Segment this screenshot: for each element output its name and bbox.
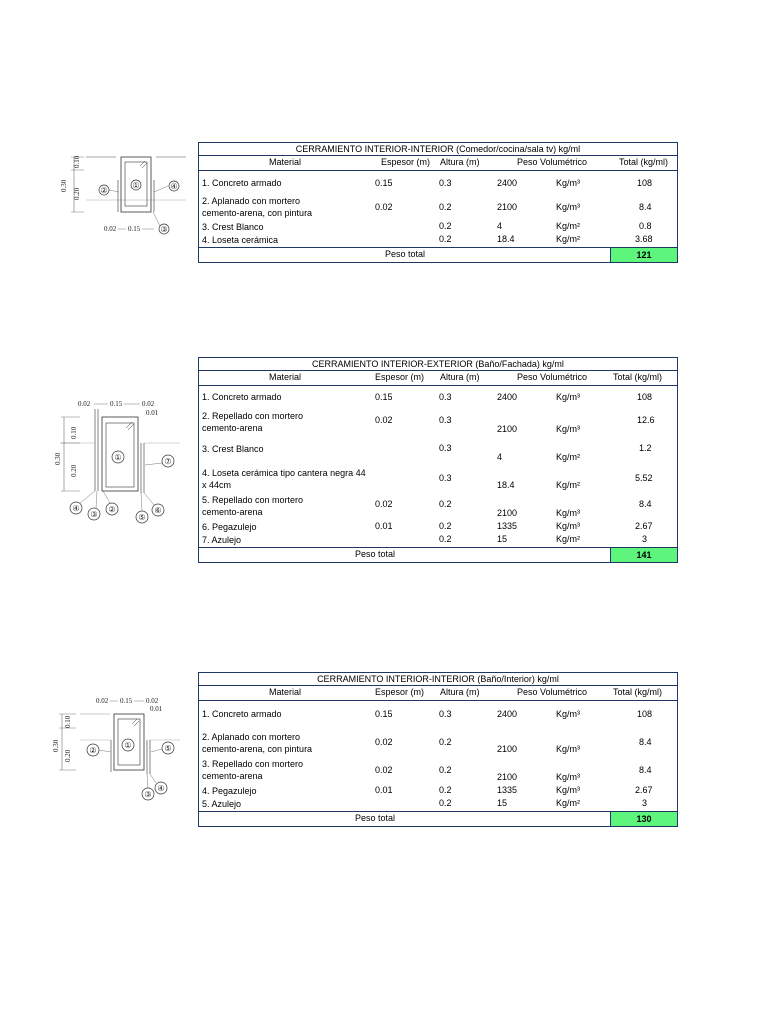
dim-width-adhesive: 0.01	[146, 409, 159, 417]
row-total: 3	[642, 798, 648, 808]
table-interior-exterior-bano-fachada	[198, 357, 678, 563]
row-material: 5. Azulejo	[202, 799, 242, 809]
table-row	[199, 191, 677, 221]
col-peso-vol: Peso Volumétrico	[517, 372, 588, 382]
row-total: 108	[637, 392, 653, 402]
row-total: 1.2	[639, 443, 652, 453]
section-diagram-3	[50, 692, 190, 802]
row-total: 0.8	[639, 221, 652, 231]
row-altura: 0.3	[439, 392, 452, 402]
row-total: 8.4	[639, 499, 652, 509]
table-row	[199, 386, 677, 406]
table-row	[199, 784, 677, 798]
col-total: Total (kg/ml)	[613, 372, 663, 382]
total-value: 130	[610, 812, 677, 826]
dim-width-finish: 0.02	[78, 400, 91, 408]
row-material: 1. Concreto armado	[202, 392, 282, 402]
col-espesor: Espesor (m)	[375, 687, 425, 697]
callout-6: ⑥	[154, 506, 162, 515]
table-interior-interior-comedor	[198, 142, 678, 263]
row-unit: Kg/m³	[556, 709, 581, 719]
row-unit: Kg/m³	[556, 178, 581, 188]
table-row	[199, 464, 677, 492]
row-peso: 18.4	[497, 234, 515, 244]
row-material: 2. Aplanado con mortero cemento-arena, con pintura	[202, 732, 313, 754]
dim-height-top: 0.10	[73, 155, 81, 168]
row-total: 5.52	[635, 473, 653, 483]
col-altura: Altura (m)	[440, 687, 480, 697]
row-peso: 4	[497, 221, 503, 231]
row-unit: Kg/m²	[556, 480, 581, 490]
row-peso: 2400	[497, 392, 518, 402]
total-label: Peso total	[385, 249, 426, 259]
row-material: 6. Pegazulejo	[202, 522, 257, 532]
row-espesor: 0.02	[375, 415, 393, 425]
callout-3: ③	[144, 790, 152, 799]
table-row	[199, 234, 677, 247]
col-altura: Altura (m)	[440, 372, 480, 382]
row-total: 2.67	[635, 521, 653, 531]
callout-3: ③	[90, 510, 98, 519]
table-row	[199, 534, 677, 547]
col-material: Material	[269, 372, 302, 382]
table-row	[199, 727, 677, 758]
row-unit: Kg/m²	[556, 534, 581, 544]
row-unit: Kg/m²	[556, 234, 581, 244]
table-row	[199, 520, 677, 534]
row-altura: 0.2	[439, 534, 452, 544]
row-unit: Kg/m³	[556, 202, 581, 212]
row-peso: 2100	[497, 744, 518, 754]
row-peso: 2100	[497, 772, 518, 782]
row-espesor: 0.02	[375, 499, 393, 509]
row-peso: 2100	[497, 508, 518, 518]
table-row	[199, 492, 677, 520]
row-unit: Kg/m²	[556, 221, 581, 231]
callout-2: ②	[108, 505, 116, 514]
col-material: Material	[269, 687, 302, 697]
section-diagram-2	[50, 395, 190, 530]
row-unit: Kg/m²	[556, 452, 581, 462]
total-label: Peso total	[355, 813, 396, 823]
table-row	[199, 440, 677, 464]
row-material: 1. Concreto armado	[202, 178, 282, 188]
col-espesor: Espesor (m)	[381, 157, 431, 167]
row-espesor: 0.02	[375, 765, 393, 775]
callout-4: ④	[170, 182, 178, 191]
row-altura: 0.3	[439, 178, 452, 188]
callout-2: ②	[100, 186, 108, 195]
col-peso-vol: Peso Volumétrico	[517, 687, 588, 697]
row-altura: 0.2	[439, 521, 452, 531]
callout-1: ①	[114, 453, 122, 462]
row-material: 4. Pegazulejo	[202, 786, 257, 796]
row-total: 8.4	[639, 737, 652, 747]
row-peso: 4	[497, 452, 503, 462]
table-header	[199, 371, 677, 386]
row-unit: Kg/m²	[556, 798, 581, 808]
total-row	[199, 547, 677, 562]
row-altura: 0.2	[439, 765, 452, 775]
row-altura: 0.3	[439, 415, 452, 425]
dim-width-finish: 0.02	[104, 225, 117, 233]
table-header	[199, 686, 677, 701]
row-material: 3. Crest Blanco	[202, 222, 264, 232]
total-value: 141	[610, 548, 677, 562]
total-row	[199, 247, 677, 262]
row-total: 3	[642, 534, 648, 544]
col-material: Material	[269, 157, 302, 167]
callout-5: ⑤	[164, 744, 172, 753]
dim-height-bottom: 0.20	[64, 749, 72, 762]
row-unit: Kg/m³	[556, 508, 581, 518]
row-altura: 0.2	[439, 221, 452, 231]
row-espesor: 0.15	[375, 178, 393, 188]
row-altura: 0.2	[439, 737, 452, 747]
row-altura: 0.2	[439, 234, 452, 244]
row-peso: 2400	[497, 178, 518, 188]
row-unit: Kg/m³	[556, 521, 581, 531]
row-peso: 2400	[497, 709, 518, 719]
row-espesor: 0.02	[375, 737, 393, 747]
row-altura: 0.2	[439, 499, 452, 509]
col-espesor: Espesor (m)	[375, 372, 425, 382]
row-espesor: 0.01	[375, 785, 393, 795]
table-row	[199, 221, 677, 234]
dim-width-adhesive: 0.01	[150, 705, 163, 713]
callout-2: ②	[89, 746, 97, 755]
row-unit: Kg/m³	[556, 424, 581, 434]
dim-height-top: 0.10	[64, 715, 72, 728]
table-title: CERRAMIENTO INTERIOR-EXTERIOR (Baño/Fachada) kg/ml	[199, 358, 677, 371]
row-material: 3. Crest Blanco	[202, 444, 264, 454]
row-material: 7. Azulejo	[202, 535, 242, 545]
table-title: CERRAMIENTO INTERIOR-INTERIOR (Baño/Interior) kg/ml	[199, 673, 677, 686]
table-title: CERRAMIENTO INTERIOR-INTERIOR (Comedor/cocina/sala tv) kg/ml	[199, 143, 677, 156]
row-material: 4. Loseta cerámica	[202, 235, 279, 245]
dim-width-wall: 0.15	[110, 400, 123, 408]
row-material: 4. Loseta cerámica tipo cantera negra 44 x 44cm	[202, 468, 366, 490]
dim-width-wall: 0.15	[128, 225, 141, 233]
row-material: 5. Repellado con mortero cemento-arena	[202, 495, 304, 517]
total-value: 121	[610, 248, 677, 262]
table-row	[199, 758, 677, 784]
row-material: 2. Aplanado con mortero cemento-arena, con pintura	[202, 196, 313, 218]
row-unit: Kg/m³	[556, 772, 581, 782]
row-peso: 2100	[497, 424, 518, 434]
row-peso: 15	[497, 534, 508, 544]
table-row	[199, 171, 677, 191]
table-row	[199, 798, 677, 811]
dim-width-tile: 0.02	[146, 697, 159, 705]
table-row	[199, 406, 677, 440]
total-row	[199, 811, 677, 826]
table-row	[199, 701, 677, 727]
callout-4: ④	[157, 784, 165, 793]
table-interior-interior-bano	[198, 672, 678, 827]
row-peso: 18.4	[497, 480, 515, 490]
row-espesor: 0.15	[375, 392, 393, 402]
col-total: Total (kg/ml)	[619, 157, 669, 167]
col-total: Total (kg/ml)	[613, 687, 663, 697]
row-material: 3. Repellado con mortero cemento-arena	[202, 759, 304, 781]
row-total: 3.68	[635, 234, 653, 244]
row-total: 2.67	[635, 785, 653, 795]
row-espesor: 0.02	[375, 202, 393, 212]
dim-width-tile: 0.02	[142, 400, 155, 408]
callout-3: ③	[160, 225, 168, 234]
callout-7: ⑦	[164, 457, 172, 466]
row-peso: 15	[497, 798, 508, 808]
total-label: Peso total	[355, 549, 396, 559]
row-espesor: 0.15	[375, 709, 393, 719]
row-altura: 0.2	[439, 798, 452, 808]
dim-height-total: 0.30	[52, 739, 60, 752]
section-diagram-1	[56, 150, 196, 240]
table-header	[199, 156, 677, 171]
row-total: 108	[637, 178, 653, 188]
dim-width-wall: 0.15	[120, 697, 133, 705]
col-peso-vol: Peso Volumétrico	[517, 157, 588, 167]
row-total: 8.4	[639, 202, 652, 212]
row-altura: 0.3	[439, 473, 452, 483]
row-unit: Kg/m³	[556, 744, 581, 754]
dim-height-bottom: 0.20	[70, 464, 78, 477]
callout-1: ①	[124, 741, 132, 750]
row-peso: 1335	[497, 785, 518, 795]
row-altura: 0.2	[439, 202, 452, 212]
row-espesor: 0.01	[375, 521, 393, 531]
dim-height-total: 0.30	[54, 452, 62, 465]
row-total: 8.4	[639, 765, 652, 775]
row-peso: 1335	[497, 521, 518, 531]
callout-1: ①	[132, 181, 140, 190]
dim-width-finish: 0.02	[96, 697, 109, 705]
dim-height-top: 0.10	[70, 426, 78, 439]
row-altura: 0.2	[439, 785, 452, 795]
row-material: 2. Repellado con mortero cemento-arena	[202, 411, 304, 433]
row-peso: 2100	[497, 202, 518, 212]
row-unit: Kg/m³	[556, 785, 581, 795]
row-altura: 0.3	[439, 443, 452, 453]
row-material: 1. Concreto armado	[202, 709, 282, 719]
dim-height-bottom: 0.20	[73, 187, 81, 200]
col-altura: Altura (m)	[440, 157, 480, 167]
row-unit: Kg/m³	[556, 392, 581, 402]
row-total: 12.6	[637, 415, 655, 425]
callout-4: ④	[72, 504, 80, 513]
dim-height-total: 0.30	[60, 179, 68, 192]
row-total: 108	[637, 709, 653, 719]
callout-5: ⑤	[138, 513, 146, 522]
row-altura: 0.3	[439, 709, 452, 719]
